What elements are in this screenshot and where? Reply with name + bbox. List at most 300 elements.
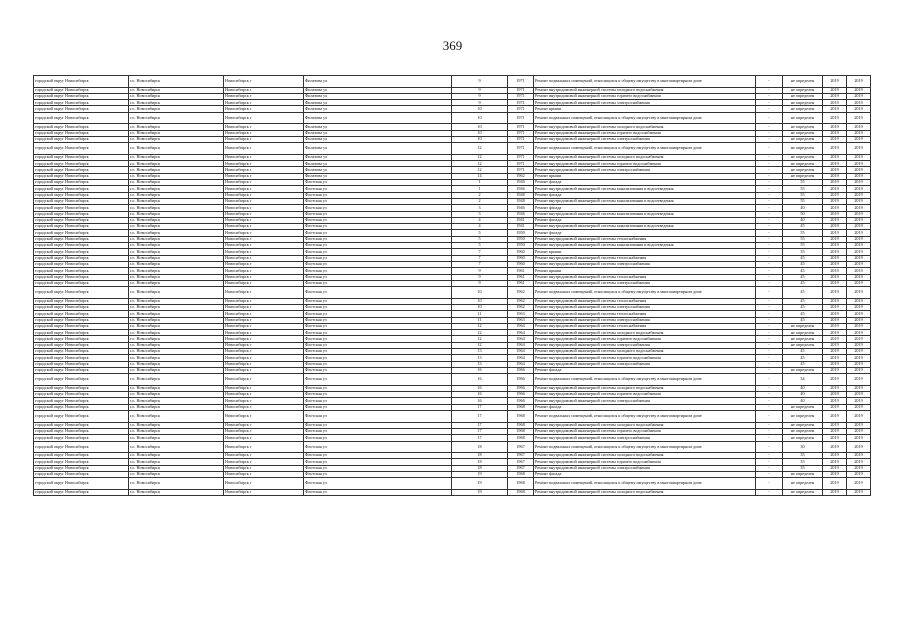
municipality-cell: городской округ Новосибирск	[34, 336, 129, 342]
year-built-cell: 1968	[508, 422, 534, 428]
settlement-cell: г.о. Новосибирск	[129, 367, 224, 373]
house-number-cell: 16	[452, 367, 508, 373]
street-cell: Флотская ул	[304, 465, 452, 471]
municipality-cell: городской округ Новосибирск	[34, 398, 129, 404]
settlement-cell: г.о. Новосибирск	[129, 435, 224, 441]
municipality-cell: городской округ Новосибирск	[34, 317, 129, 323]
plan-start-cell: 2019	[823, 465, 847, 471]
settlement-cell: г.о. Новосибирск	[129, 411, 224, 423]
city-cell: Новосибирск г	[224, 435, 304, 441]
table-row	[34, 287, 871, 299]
plan-end-cell: 2019	[847, 76, 871, 88]
settlement-cell: г.о. Новосибирск	[129, 261, 224, 267]
year-built-cell: 1971	[508, 93, 534, 99]
street-cell: Филатова ул	[304, 112, 452, 124]
plan-end-cell: 2019	[847, 161, 871, 167]
house-number-cell: 12	[452, 154, 508, 160]
settlement-cell: г.о. Новосибирск	[129, 428, 224, 434]
settlement-cell: г.о. Новосибирск	[129, 268, 224, 274]
work-type-cell: Ремонт внутридомовой инженерной системы электроснабжения	[534, 136, 756, 142]
plan-end-cell: 2019	[847, 236, 871, 242]
settlement-cell: г.о. Новосибирск	[129, 186, 224, 192]
municipality-cell: городской округ Новосибирск	[34, 342, 129, 348]
plan-end-cell: 2019	[847, 392, 871, 398]
cost-cell: не определен	[783, 411, 823, 423]
cost-cell: не определен	[783, 154, 823, 160]
work-type-cell: Ремонт внутридомовой инженерной системы электроснабжения	[534, 342, 756, 348]
municipality-cell: городской округ Новосибирск	[34, 76, 129, 88]
settlement-cell: г.о. Новосибирск	[129, 298, 224, 304]
city-cell: Новосибирск г	[224, 217, 304, 223]
year-built-cell: 1971	[508, 130, 534, 136]
municipality-cell: городской округ Новосибирск	[34, 323, 129, 329]
work-type-cell: Ремонт внутридомовой инженерной системы горячего водоснабжения	[534, 428, 756, 434]
year-built-cell: 1966	[508, 367, 534, 373]
plan-start-cell: 2019	[823, 489, 847, 495]
volume-cell: -	[756, 435, 783, 441]
city-cell: Новосибирск г	[224, 261, 304, 267]
plan-start-cell: 2019	[823, 167, 847, 173]
table-row	[34, 478, 871, 490]
city-cell: Новосибирск г	[224, 224, 304, 230]
city-cell: Новосибирск г	[224, 428, 304, 434]
plan-start-cell: 2019	[823, 367, 847, 373]
settlement-cell: г.о. Новосибирск	[129, 342, 224, 348]
plan-end-cell: 2019	[847, 385, 871, 391]
city-cell: Новосибирск г	[224, 161, 304, 167]
settlement-cell: г.о. Новосибирск	[129, 385, 224, 391]
plan-start-cell: 2019	[823, 311, 847, 317]
plan-start-cell: 2019	[823, 323, 847, 329]
plan-end-cell: 2019	[847, 336, 871, 342]
settlement-cell: г.о. Новосибирск	[129, 112, 224, 124]
house-number-cell: 10	[452, 287, 508, 299]
year-built-cell: 1964	[508, 323, 534, 329]
plan-start-cell: 2019	[823, 472, 847, 478]
work-type-cell: Ремонт внутридомовой инженерной системы холодного водоснабжения	[534, 453, 756, 459]
settlement-cell: г.о. Новосибирск	[129, 374, 224, 386]
street-cell: Флотская ул	[304, 249, 452, 255]
city-cell: Новосибирск г	[224, 304, 304, 310]
plan-start-cell: 2019	[823, 186, 847, 192]
city-cell: Новосибирск г	[224, 230, 304, 236]
plan-start-cell: 2019	[823, 411, 847, 423]
street-cell: Флотская ул	[304, 280, 452, 286]
year-built-cell: 1968	[508, 435, 534, 441]
city-cell: Новосибирск г	[224, 106, 304, 112]
city-cell: Новосибирск г	[224, 255, 304, 261]
street-cell: Флотская ул	[304, 255, 452, 261]
plan-end-cell: 2019	[847, 428, 871, 434]
settlement-cell: г.о. Новосибирск	[129, 217, 224, 223]
cost-cell: 45	[783, 298, 823, 304]
cost-cell: 45	[783, 287, 823, 299]
work-type-cell: Ремонт подвальных помещений, относящихся к общему имуществу в многоквартирном доме	[534, 478, 756, 490]
work-type-cell: Ремонт внутридомовой инженерной системы горячего водоснабжения	[534, 355, 756, 361]
plan-start-cell: 2019	[823, 298, 847, 304]
house-number-cell: 18	[452, 453, 508, 459]
street-cell: Флотская ул	[304, 261, 452, 267]
volume-cell: -	[756, 392, 783, 398]
work-type-cell: Ремонт внутридомовой инженерной системы канализования и водоотведения	[534, 243, 756, 249]
municipality-cell: городской округ Новосибирск	[34, 87, 129, 93]
house-number-cell: 1	[452, 186, 508, 192]
cost-cell: не определен	[783, 130, 823, 136]
table-row	[34, 112, 871, 124]
work-type-cell: Ремонт подвальных помещений, относящихся к общему имуществу в многоквартирном доме	[534, 143, 756, 155]
work-type-cell: Ремонт внутридомовой инженерной системы теплоснабжения	[534, 323, 756, 329]
house-number-cell: 9	[452, 87, 508, 93]
settlement-cell: г.о. Новосибирск	[129, 355, 224, 361]
work-type-cell: Ремонт внутридомовой инженерной системы канализования и водоотведения	[534, 186, 756, 192]
work-type-cell: Ремонт внутридомовой инженерной системы холодного водоснабжения	[534, 154, 756, 160]
plan-start-cell: 2019	[823, 268, 847, 274]
plan-end-cell: 2019	[847, 100, 871, 106]
year-built-cell: 1964	[508, 336, 534, 342]
street-cell: Филатова ул	[304, 154, 452, 160]
settlement-cell: г.о. Новосибирск	[129, 453, 224, 459]
plan-end-cell: 2019	[847, 211, 871, 217]
house-number-cell: 13	[452, 361, 508, 367]
house-number-cell: 16	[452, 398, 508, 404]
city-cell: Новосибирск г	[224, 130, 304, 136]
table-body	[34, 76, 871, 496]
year-built-cell: 1946	[508, 186, 534, 192]
house-number-cell: 10	[452, 112, 508, 124]
plan-start-cell: 2019	[823, 76, 847, 88]
municipality-cell: городской округ Новосибирск	[34, 243, 129, 249]
cost-cell: 40	[783, 392, 823, 398]
house-number-cell: 18	[452, 465, 508, 471]
street-cell: Флотская ул	[304, 478, 452, 490]
plan-end-cell: 2019	[847, 268, 871, 274]
street-cell: Филатова ул	[304, 130, 452, 136]
plan-start-cell: 2019	[823, 361, 847, 367]
plan-start-cell: 2019	[823, 249, 847, 255]
house-number-cell: 9	[452, 280, 508, 286]
cost-cell: не определен	[783, 367, 823, 373]
municipality-cell: городской округ Новосибирск	[34, 186, 129, 192]
plan-end-cell: 2019	[847, 287, 871, 299]
year-built-cell: 1966	[508, 398, 534, 404]
plan-end-cell: 2019	[847, 87, 871, 93]
work-type-cell: Ремонт внутридомовой инженерной системы холодного водоснабжения	[534, 349, 756, 355]
volume-cell: -	[756, 280, 783, 286]
work-type-cell: Ремонт внутридомовой инженерной системы теплоснабжения	[534, 255, 756, 261]
house-number-cell: 5	[452, 236, 508, 242]
settlement-cell: г.о. Новосибирск	[129, 280, 224, 286]
volume-cell: -	[756, 211, 783, 217]
settlement-cell: г.о. Новосибирск	[129, 274, 224, 280]
volume-cell: -	[756, 230, 783, 236]
volume-cell: -	[756, 465, 783, 471]
plan-end-cell: 2019	[847, 180, 871, 186]
municipality-cell: городской округ Новосибирск	[34, 112, 129, 124]
city-cell: Новосибирск г	[224, 422, 304, 428]
year-built-cell: 1962	[508, 298, 534, 304]
work-type-cell: Ремонт внутридомовой инженерной системы холодного водоснабжения	[534, 87, 756, 93]
volume-cell: -	[756, 112, 783, 124]
plan-end-cell: 2019	[847, 198, 871, 204]
house-number-cell: 4	[452, 217, 508, 223]
plan-start-cell: 2019	[823, 211, 847, 217]
plan-end-cell: 2019	[847, 167, 871, 173]
volume-cell: -	[756, 217, 783, 223]
cost-cell: 40	[783, 398, 823, 404]
house-number-cell: 9	[452, 76, 508, 88]
work-type-cell: Ремонт крыши	[534, 173, 756, 179]
house-number-cell: 1	[452, 180, 508, 186]
municipality-cell: городской округ Новосибирск	[34, 161, 129, 167]
work-type-cell: Ремонт подвальных помещений, относящихся к общему имуществу в многоквартирном доме	[534, 411, 756, 423]
settlement-cell: г.о. Новосибирск	[129, 317, 224, 323]
year-built-cell: 1971	[508, 161, 534, 167]
work-type-cell: Ремонт внутридомовой инженерной системы теплоснабжения	[534, 298, 756, 304]
house-number-cell: 12	[452, 330, 508, 336]
plan-end-cell: 2019	[847, 106, 871, 112]
plan-start-cell: 2019	[823, 349, 847, 355]
volume-cell: -	[756, 161, 783, 167]
work-type-cell: Ремонт фасада	[534, 180, 756, 186]
house-number-cell: 19	[452, 478, 508, 490]
house-number-cell: 12	[452, 336, 508, 342]
plan-start-cell: 2019	[823, 205, 847, 211]
volume-cell: -	[756, 336, 783, 342]
cost-cell: 45	[783, 274, 823, 280]
city-cell: Новосибирск г	[224, 173, 304, 179]
street-cell: Флотская ул	[304, 489, 452, 495]
year-built-cell: 1964	[508, 349, 534, 355]
street-cell: Флотская ул	[304, 243, 452, 249]
municipality-cell: городской округ Новосибирск	[34, 261, 129, 267]
year-built-cell: 1950	[508, 230, 534, 236]
cost-cell: 40	[783, 205, 823, 211]
cost-cell: не определен	[783, 93, 823, 99]
plan-start-cell: 2019	[823, 336, 847, 342]
plan-end-cell: 2019	[847, 355, 871, 361]
house-number-cell: 7	[452, 249, 508, 255]
plan-start-cell: 2019	[823, 392, 847, 398]
volume-cell: -	[756, 304, 783, 310]
street-cell: Флотская ул	[304, 304, 452, 310]
settlement-cell: г.о. Новосибирск	[129, 93, 224, 99]
settlement-cell: г.о. Новосибирск	[129, 311, 224, 317]
street-cell: Флотская ул	[304, 459, 452, 465]
year-built-cell: 1971	[508, 124, 534, 130]
house-number-cell: 4	[452, 224, 508, 230]
cost-cell: не определен	[783, 173, 823, 179]
city-cell: Новосибирск г	[224, 112, 304, 124]
house-number-cell: 3	[452, 205, 508, 211]
municipality-cell: городской округ Новосибирск	[34, 411, 129, 423]
year-built-cell: 1961	[508, 274, 534, 280]
city-cell: Новосибирск г	[224, 76, 304, 88]
year-built-cell: 1968	[508, 411, 534, 423]
municipality-cell: городской округ Новосибирск	[34, 489, 129, 495]
house-number-cell: 16	[452, 374, 508, 386]
work-type-cell: Ремонт внутридомовой инженерной системы теплоснабжения	[534, 311, 756, 317]
plan-end-cell: 2019	[847, 453, 871, 459]
house-number-cell: 18	[452, 441, 508, 453]
work-type-cell: Ремонт фасада	[534, 192, 756, 198]
municipality-cell: городской округ Новосибирск	[34, 205, 129, 211]
volume-cell: -	[756, 130, 783, 136]
municipality-cell: городской округ Новосибирск	[34, 472, 129, 478]
municipality-cell: городской округ Новосибирск	[34, 180, 129, 186]
work-type-cell: Ремонт подвальных помещений, относящихся к общему имуществу в многоквартирном доме	[534, 112, 756, 124]
volume-cell: -	[756, 355, 783, 361]
municipality-cell: городской округ Новосибирск	[34, 478, 129, 490]
street-cell: Флотская ул	[304, 422, 452, 428]
year-built-cell: 1963	[508, 311, 534, 317]
plan-end-cell: 2019	[847, 349, 871, 355]
volume-cell: -	[756, 361, 783, 367]
municipality-cell: городской округ Новосибирск	[34, 392, 129, 398]
street-cell: Флотская ул	[304, 224, 452, 230]
work-type-cell: Ремонт внутридомовой инженерной системы электроснабжения	[534, 317, 756, 323]
plan-end-cell: 2019	[847, 255, 871, 261]
plan-start-cell: 2019	[823, 230, 847, 236]
work-type-cell: Ремонт внутридомовой инженерной системы горячего водоснабжения	[534, 459, 756, 465]
house-number-cell: 10	[452, 298, 508, 304]
volume-cell: -	[756, 100, 783, 106]
year-built-cell: 1960	[508, 255, 534, 261]
street-cell: Флотская ул	[304, 453, 452, 459]
settlement-cell: г.о. Новосибирск	[129, 349, 224, 355]
settlement-cell: г.о. Новосибирск	[129, 236, 224, 242]
year-built-cell: 1961	[508, 268, 534, 274]
settlement-cell: г.о. Новосибирск	[129, 124, 224, 130]
municipality-cell: городской округ Новосибирск	[34, 404, 129, 410]
year-built-cell: 1966	[508, 392, 534, 398]
street-cell: Флотская ул	[304, 342, 452, 348]
street-cell: Флотская ул	[304, 236, 452, 242]
plan-start-cell: 2019	[823, 161, 847, 167]
municipality-cell: городской округ Новосибирск	[34, 361, 129, 367]
municipality-cell: городской округ Новосибирск	[34, 124, 129, 130]
work-type-cell: Ремонт внутридомовой инженерной системы электроснабжения	[534, 100, 756, 106]
settlement-cell: г.о. Новосибирск	[129, 330, 224, 336]
street-cell: Флотская ул	[304, 323, 452, 329]
city-cell: Новосибирск г	[224, 336, 304, 342]
street-cell: Флотская ул	[304, 311, 452, 317]
cost-cell: не определен	[783, 489, 823, 495]
plan-end-cell: 2019	[847, 323, 871, 329]
city-cell: Новосибирск г	[224, 167, 304, 173]
volume-cell: -	[756, 274, 783, 280]
volume-cell: -	[756, 205, 783, 211]
cost-cell: 45	[783, 280, 823, 286]
house-number-cell: 12	[452, 161, 508, 167]
work-type-cell: Ремонт крыши	[534, 106, 756, 112]
city-cell: Новосибирск г	[224, 287, 304, 299]
year-built-cell: 1971	[508, 76, 534, 88]
house-number-cell: 5	[452, 243, 508, 249]
plan-end-cell: 2019	[847, 435, 871, 441]
volume-cell: -	[756, 154, 783, 160]
volume-cell: -	[756, 478, 783, 490]
city-cell: Новосибирск г	[224, 268, 304, 274]
cost-cell: не определен	[783, 422, 823, 428]
volume-cell: -	[756, 143, 783, 155]
street-cell: Флотская ул	[304, 198, 452, 204]
cost-cell: 55	[783, 192, 823, 198]
work-type-cell: Ремонт внутридомовой инженерной системы горячего водоснабжения	[534, 93, 756, 99]
house-number-cell: 14	[452, 173, 508, 179]
city-cell: Новосибирск г	[224, 411, 304, 423]
house-number-cell: 10	[452, 136, 508, 142]
plan-end-cell: 2019	[847, 154, 871, 160]
city-cell: Новосибирск г	[224, 298, 304, 304]
cost-cell: 55	[783, 236, 823, 242]
plan-start-cell: 2019	[823, 280, 847, 286]
year-built-cell: 1961	[508, 280, 534, 286]
year-built-cell: 1968	[508, 489, 534, 495]
city-cell: Новосибирск г	[224, 323, 304, 329]
house-number-cell: 10	[452, 130, 508, 136]
city-cell: Новосибирск г	[224, 154, 304, 160]
work-type-cell: Ремонт фасада	[534, 404, 756, 410]
street-cell: Флотская ул	[304, 435, 452, 441]
table-row	[34, 374, 871, 386]
settlement-cell: г.о. Новосибирск	[129, 304, 224, 310]
year-built-cell: 1971	[508, 100, 534, 106]
house-number-cell: 9	[452, 93, 508, 99]
work-type-cell: Ремонт внутридомовой инженерной системы канализования и водоотведения	[534, 198, 756, 204]
volume-cell: -	[756, 398, 783, 404]
plan-end-cell: 2019	[847, 136, 871, 142]
volume-cell: -	[756, 298, 783, 304]
plan-end-cell: 2019	[847, 93, 871, 99]
plan-start-cell: 2019	[823, 261, 847, 267]
work-type-cell: Ремонт подвальных помещений, относящихся к общему имуществу в многоквартирном доме	[534, 76, 756, 88]
settlement-cell: г.о. Новосибирск	[129, 336, 224, 342]
year-built-cell: 1960	[508, 261, 534, 267]
settlement-cell: г.о. Новосибирск	[129, 323, 224, 329]
house-number-cell: 19	[452, 489, 508, 495]
city-cell: Новосибирск г	[224, 243, 304, 249]
work-type-cell: Ремонт внутридомовой инженерной системы канализования и водоотведения	[534, 211, 756, 217]
house-number-cell: 7	[452, 261, 508, 267]
cost-cell: 35	[783, 453, 823, 459]
municipality-cell: городской округ Новосибирск	[34, 465, 129, 471]
plan-start-cell: 2019	[823, 304, 847, 310]
house-number-cell: 9	[452, 274, 508, 280]
city-cell: Новосибирск г	[224, 367, 304, 373]
year-built-cell: 1960	[508, 249, 534, 255]
settlement-cell: г.о. Новосибирск	[129, 87, 224, 93]
city-cell: Новосибирск г	[224, 441, 304, 453]
municipality-cell: городской округ Новосибирск	[34, 304, 129, 310]
plan-end-cell: 2019	[847, 130, 871, 136]
work-type-cell: Ремонт внутридомовой инженерной системы электроснабжения	[534, 361, 756, 367]
cost-cell: 35	[783, 459, 823, 465]
municipality-cell: городской округ Новосибирск	[34, 453, 129, 459]
year-built-cell: 1971	[508, 87, 534, 93]
street-cell: Филатова ул	[304, 161, 452, 167]
municipality-cell: городской округ Новосибирск	[34, 198, 129, 204]
street-cell: Флотская ул	[304, 374, 452, 386]
volume-cell: -	[756, 255, 783, 261]
plan-end-cell: 2019	[847, 205, 871, 211]
work-type-cell: Ремонт внутридомовой инженерной системы холодного водоснабжения	[534, 489, 756, 495]
plan-start-cell: 2019	[823, 93, 847, 99]
cost-cell: не определен	[783, 136, 823, 142]
volume-cell: -	[756, 374, 783, 386]
year-built-cell: 1950	[508, 243, 534, 249]
cost-cell: 45	[783, 361, 823, 367]
plan-start-cell: 2019	[823, 217, 847, 223]
